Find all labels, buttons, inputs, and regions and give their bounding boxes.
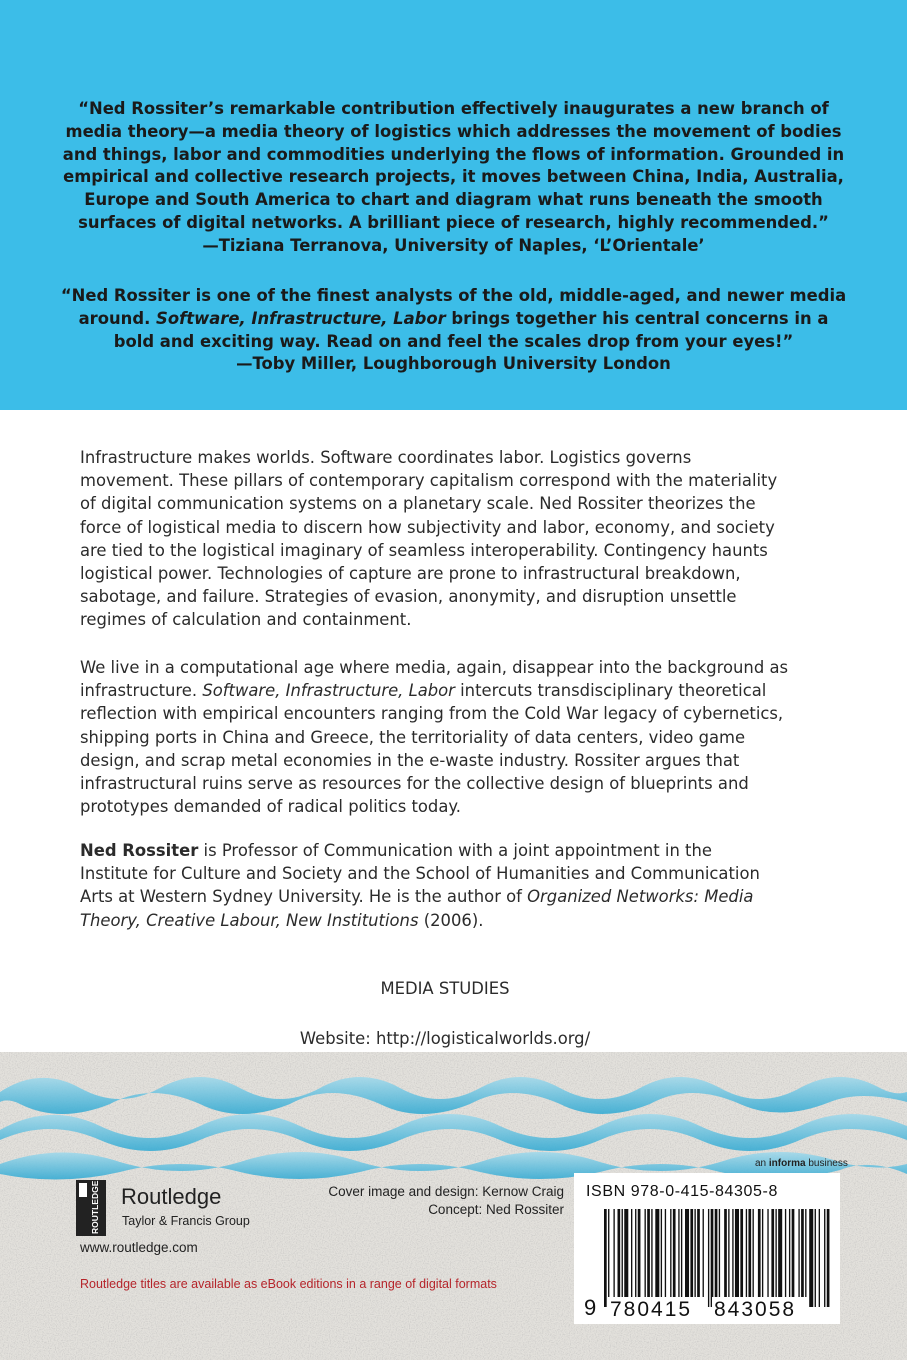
text-line: prototypes demanded of radical politics today. bbox=[80, 797, 461, 817]
publisher-name: Routledge bbox=[121, 1184, 222, 1209]
barcode-bar bbox=[805, 1209, 806, 1307]
barcode-bar bbox=[613, 1209, 614, 1307]
barcode-bar bbox=[655, 1209, 659, 1307]
text-line: Infrastructure makes worlds. Software coordinates labor. Logistics governs bbox=[80, 448, 692, 467]
barcode-bar bbox=[827, 1209, 830, 1307]
barcode-bar bbox=[798, 1209, 799, 1307]
barcode-digits-left: 780415 bbox=[610, 1298, 693, 1319]
barcode-bar bbox=[735, 1209, 739, 1307]
barcode-digits-right: 843058 bbox=[714, 1298, 797, 1319]
barcode-bar bbox=[762, 1209, 763, 1307]
cover-credits bbox=[296, 1183, 564, 1219]
text-line: Institute for Culture and Society and the School of Humanities and Communication bbox=[80, 864, 760, 884]
subject-category: MEDIA STUDIES bbox=[380, 979, 510, 998]
book-title: Theory, Creative Labour, New Institutions bbox=[80, 910, 419, 930]
routledge-logo bbox=[76, 1180, 276, 1236]
text-line: of digital communication systems on a planetary scale. Ned Rossiter theorizes the bbox=[80, 494, 756, 514]
barcode-bar bbox=[685, 1209, 689, 1307]
barcode-bar bbox=[758, 1209, 761, 1307]
quote-attribution: —Tiziana Terranova, University of Naples, ‘L’Orientale’ bbox=[202, 235, 705, 255]
text-line: logistical power. Technologies of capture are prone to infrastructural breakdown, bbox=[80, 564, 741, 584]
publisher-url[interactable]: www.routledge.com bbox=[80, 1240, 198, 1255]
routledge-r-icon bbox=[76, 1180, 110, 1236]
barcode-bar bbox=[778, 1209, 782, 1307]
text-line: design, and scrap metal economies in the e-waste industry. Rossiter argues that bbox=[80, 750, 740, 770]
text-line: movement. These pillars of contemporary capitalism correspond with the materiality bbox=[80, 471, 778, 491]
barcode-bar bbox=[638, 1209, 641, 1307]
barcode-bar bbox=[618, 1209, 621, 1307]
quote-attribution: —Toby Miller, Loughborough University London bbox=[236, 354, 671, 374]
credit-line: Concept: Ned Rossiter bbox=[428, 1202, 564, 1217]
barcode-bar bbox=[681, 1209, 682, 1307]
quote-line: empirical and collective research projects, it moves between China, India, Australia, bbox=[63, 167, 844, 187]
text-line: shipping ports in China and Greece, the territoriality of data centers, video game bbox=[80, 727, 746, 747]
barcode-bar bbox=[792, 1209, 795, 1307]
barcode-bar bbox=[746, 1209, 747, 1307]
book-title: Software, Infrastructure, Labor bbox=[202, 681, 455, 701]
text-line: infrastructural ruins serve as resources for the collective design of blueprints and bbox=[80, 774, 749, 794]
text-span: infrastructure. bbox=[80, 681, 203, 701]
text-span: informa bbox=[768, 1158, 806, 1169]
barcode-bar bbox=[690, 1209, 693, 1307]
barcode-bar bbox=[645, 1209, 646, 1307]
quote-line: and things, labor and commodities underlying the flows of information. Grounded in bbox=[62, 144, 845, 164]
text-line bbox=[80, 885, 840, 908]
barcode-bar bbox=[665, 1209, 666, 1307]
barcode-bar bbox=[771, 1209, 774, 1307]
credit-line: Cover image and design: Kernow Craig bbox=[328, 1184, 564, 1199]
praise-quote-2 bbox=[60, 285, 847, 376]
barcode-bar bbox=[647, 1209, 650, 1307]
barcode-bar bbox=[678, 1209, 679, 1307]
praise-panel bbox=[0, 0, 907, 410]
barcode-bar bbox=[670, 1209, 671, 1307]
text-line: regimes of calculation and containment. bbox=[80, 610, 412, 630]
quote-line: surfaces of digital networks. A brilliant piece of research, highly recommended.” bbox=[78, 212, 829, 232]
barcode-bar bbox=[819, 1209, 820, 1307]
barcode-bar bbox=[815, 1209, 816, 1307]
text-span: an bbox=[755, 1158, 769, 1169]
barcode-bar bbox=[728, 1209, 729, 1307]
quote-line: “Ned Rossiter is one of the finest analysts of the old, middle-aged, and newer media bbox=[60, 286, 847, 305]
text-line bbox=[80, 679, 840, 702]
barcode-bar bbox=[622, 1209, 623, 1307]
barcode-bar bbox=[673, 1209, 676, 1307]
text-line: are tied to the logistical imaginary of seamless interoperability. Contingency haunts bbox=[80, 540, 768, 560]
barcode-bar bbox=[703, 1209, 704, 1307]
isbn-barcode bbox=[574, 1173, 840, 1324]
barcode-bar bbox=[753, 1209, 754, 1307]
barcode-bar bbox=[697, 1209, 700, 1307]
text-line: force of logistical media to discern how subjectivity and labor, economy, and society bbox=[80, 517, 775, 537]
text-line: reflection with empirical encounters ranging from the Cold War legacy of cybernetics, bbox=[80, 704, 784, 724]
text-line: sabotage, and failure. Strategies of evasion, anonymity, and disruption unsettle bbox=[80, 587, 737, 607]
quote-line: Europe and South America to chart and diagram what runs beneath the smooth bbox=[84, 190, 823, 210]
text-span: intercuts transdisciplinary theoretical bbox=[454, 681, 767, 701]
barcode-bar bbox=[767, 1209, 768, 1307]
quote-line: “Ned Rossiter’s remarkable contribution effectively inaugurates a new branch of bbox=[78, 99, 829, 118]
barcode-bar bbox=[715, 1209, 718, 1307]
barcode-bar bbox=[711, 1209, 714, 1307]
barcode-bar bbox=[748, 1209, 751, 1307]
barcode-bar bbox=[708, 1209, 709, 1307]
quote-text: brings together his central concerns in a bbox=[445, 308, 829, 328]
barcode-bar bbox=[801, 1209, 804, 1307]
isbn-number: ISBN 978-0-415-84305-8 bbox=[586, 1183, 778, 1200]
barcode-bar bbox=[732, 1209, 733, 1307]
text-line: We live in a computational age where media, again, disappear into the background as bbox=[80, 658, 789, 677]
publisher-group: Taylor & Francis Group bbox=[122, 1214, 250, 1228]
barcode-bar bbox=[785, 1209, 786, 1307]
barcode-bar bbox=[694, 1209, 695, 1307]
barcode-bar bbox=[604, 1209, 607, 1307]
barcode-icon bbox=[582, 1209, 834, 1319]
ebook-notice: Routledge titles are available as eBook editions in a range of digital formats bbox=[80, 1277, 497, 1291]
barcode-bar bbox=[719, 1209, 720, 1307]
logo-vertical-text: ROUTLEDGE bbox=[90, 1180, 100, 1234]
barcode-bar bbox=[724, 1209, 727, 1307]
barcode-bar bbox=[631, 1209, 632, 1307]
author-name: Ned Rossiter bbox=[80, 841, 199, 860]
description-paragraph-2 bbox=[80, 656, 840, 818]
book-title: Organized Networks: Media bbox=[527, 887, 754, 907]
barcode-bar bbox=[661, 1209, 662, 1307]
barcode-bar bbox=[740, 1209, 743, 1307]
barcode-bar bbox=[775, 1209, 776, 1307]
barcode-bar bbox=[789, 1209, 790, 1307]
quote-line: bold and exciting way. Read on and feel the scales drop from your eyes!” bbox=[113, 331, 794, 351]
text-span: is Professor of Communication with a joint appointment in the bbox=[198, 841, 712, 860]
barcode-bar bbox=[824, 1209, 825, 1307]
praise-quote-1 bbox=[60, 98, 847, 258]
website-link[interactable]: Website: http://logisticalworlds.org/ bbox=[299, 1029, 591, 1048]
text-span: Arts at Western Sydney University. He is the author of bbox=[80, 887, 528, 907]
quote-line bbox=[60, 308, 847, 331]
informa-tagline bbox=[755, 1158, 848, 1169]
description-paragraph-1 bbox=[80, 446, 840, 632]
book-title: Software, Infrastructure, Labor bbox=[156, 308, 446, 328]
barcode-bar bbox=[809, 1209, 813, 1307]
text-span: (2006). bbox=[418, 910, 484, 930]
text-span: business bbox=[805, 1158, 848, 1169]
barcode-bar bbox=[608, 1209, 609, 1307]
barcode-bar bbox=[635, 1209, 636, 1307]
barcode-lead-digit: 9 bbox=[584, 1295, 597, 1319]
text-line bbox=[80, 909, 840, 932]
author-bio bbox=[80, 839, 840, 932]
quote-text: around. bbox=[78, 308, 157, 328]
barcode-bar bbox=[624, 1209, 628, 1307]
barcode-bar bbox=[651, 1209, 652, 1307]
quote-line: media theory—a media theory of logistics which addresses the movement of bodies bbox=[65, 121, 842, 141]
text-line bbox=[80, 839, 840, 862]
